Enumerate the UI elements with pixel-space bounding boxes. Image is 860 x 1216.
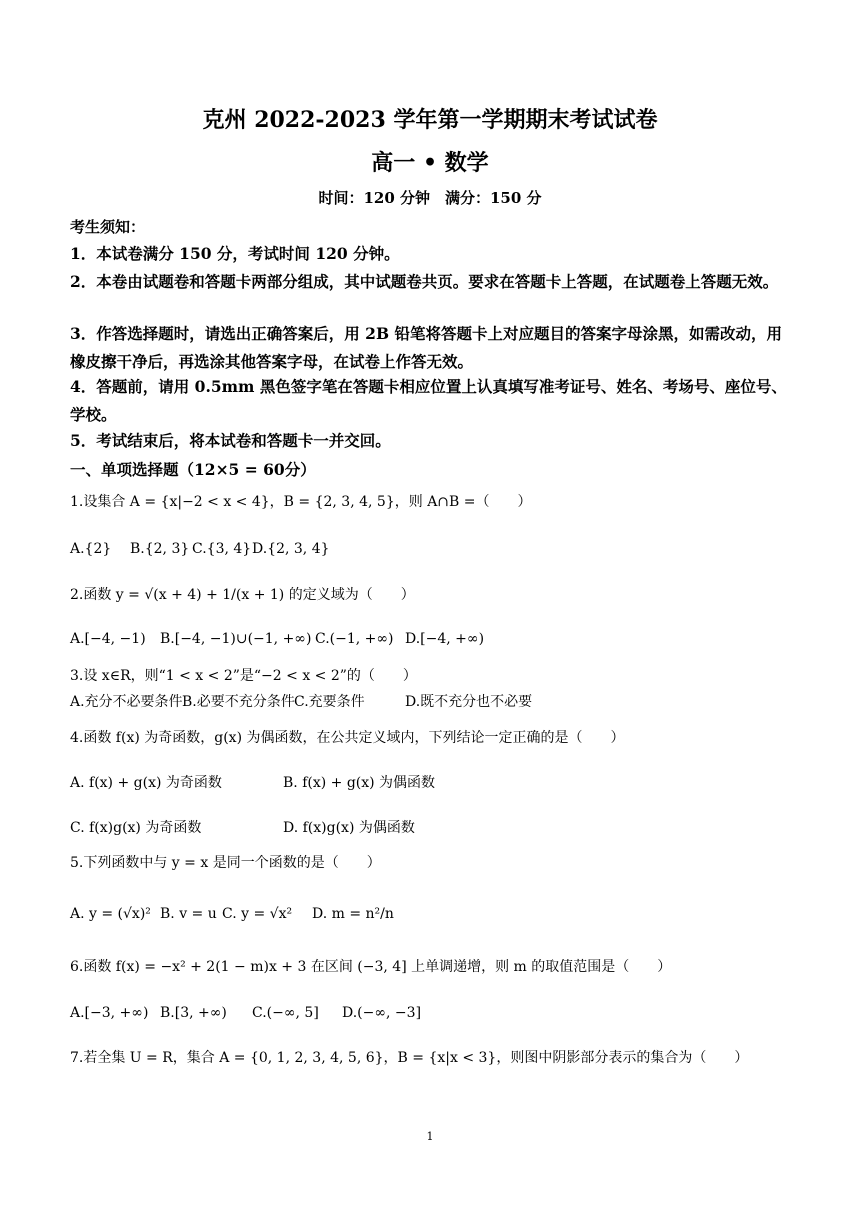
question-3-option-b: B.必要不充分条件 bbox=[182, 694, 295, 710]
question-3-option-d: D.既不充分也不必要 bbox=[405, 694, 533, 710]
question-7-stem: 7.若全集 U = R，集合 A = {0, 1, 2, 3, 4, 5, 6}，B = {x|x < 3}，则图中阴影部分表示的集合为（ ） bbox=[70, 1050, 749, 1066]
question-1-stem: 1.设集合 A = {x|−2 < x < 4}，B = {2, 3, 4, 5}，则 A∩B =（ ） bbox=[70, 494, 532, 510]
question-4-option-d: D. f(x)g(x) 为偶函数 bbox=[283, 820, 415, 836]
notice-item-2: 2．本卷由试题卷和答题卡两部分组成，其中试题卷共页。要求在答题卡上答题，在试题卷上答题无效。 bbox=[70, 272, 779, 291]
question-5-option-a: A. y = (√x)² bbox=[70, 906, 151, 922]
time-score-line: 时间：120 分钟 满分：150 分 bbox=[318, 189, 542, 207]
question-5-option-c: C. y = √x² bbox=[222, 906, 293, 922]
question-2-option-c: C.(−1, +∞) bbox=[315, 631, 394, 647]
notice-item-3: 3．作答选择题时，请选出正确答案后，用 2B 铅笔将答题卡上对应题目的答案字母涂黑，如需改动，用橡皮擦干净后，再选涂其他答案字母，在试卷上作答无效。 bbox=[70, 324, 782, 371]
question-3-stem: 3.设 x∈R，则“1 < x < 2”是“−2 < x < 2”的（ ） bbox=[70, 668, 417, 684]
question-5-stem: 5.下列函数中与 y = x 是同一个函数的是（ ） bbox=[70, 855, 381, 871]
notice-item-1: 1．本试卷满分 150 分，考试时间 120 分钟。 bbox=[70, 244, 400, 263]
question-6-option-c: C.(−∞, 5] bbox=[252, 1005, 319, 1021]
question-4-option-a: A. f(x) + g(x) 为奇函数 bbox=[70, 775, 222, 791]
question-3-option-c: C.充要条件 bbox=[294, 694, 365, 710]
question-1-option-c: C.{3, 4} bbox=[192, 541, 252, 557]
question-4-option-c: C. f(x)g(x) 为奇函数 bbox=[70, 820, 202, 836]
question-3-option-a: A.充分不必要条件 bbox=[70, 694, 183, 710]
question-1-option-a: A.{2} bbox=[70, 541, 112, 557]
question-5-option-b: B. v = u bbox=[160, 906, 217, 922]
question-6-option-a: A.[−3, +∞) bbox=[70, 1005, 149, 1021]
question-4-option-b: B. f(x) + g(x) 为偶函数 bbox=[283, 775, 436, 791]
question-6-option-b: B.[3, +∞) bbox=[160, 1005, 227, 1021]
question-4-stem: 4.函数 f(x) 为奇函数，g(x) 为偶函数，在公共定义域内，下列结论一定正确的是（ ） bbox=[70, 730, 625, 746]
page-number: 1 bbox=[426, 1130, 434, 1143]
question-5-option-d: D. m = n²/n bbox=[312, 906, 394, 922]
question-6-stem: 6.函数 f(x) = −x² + 2(1 − m)x + 3 在区间 (−3, 4] 上单调递增，则 m 的取值范围是（ ） bbox=[70, 959, 672, 975]
section-heading: 一、单项选择题（12×5 = 60分） bbox=[70, 460, 316, 479]
exam-subtitle: 高一 • 数学 bbox=[371, 150, 489, 176]
notice-heading: 考生须知： bbox=[70, 218, 146, 236]
question-2-option-a: A.[−4, −1) bbox=[70, 631, 146, 647]
exam-title: 克州 2022-2023 学年第一学期期末考试试卷 bbox=[202, 107, 658, 133]
notice-item-4: 4．答题前，请用 0.5mm 黑色签字笔在答题卡相应位置上认真填写准考证号、姓名、考场号、座位号、学校。 bbox=[70, 377, 787, 424]
question-1-option-d: D.{2, 3, 4} bbox=[252, 541, 330, 557]
question-2-option-b: B.[−4, −1)∪(−1, +∞) bbox=[160, 631, 312, 647]
notice-item-5: 5．考试结束后，将本试卷和答题卡一并交回。 bbox=[70, 431, 391, 450]
question-2-option-d: D.[−4, +∞) bbox=[405, 631, 485, 647]
question-6-option-d: D.(−∞, −3] bbox=[342, 1005, 422, 1021]
question-1-option-b: B.{2, 3} bbox=[130, 541, 190, 557]
question-2-stem: 2.函数 y = √(x + 4) + 1/(x + 1) 的定义域为（ ） bbox=[70, 587, 415, 603]
